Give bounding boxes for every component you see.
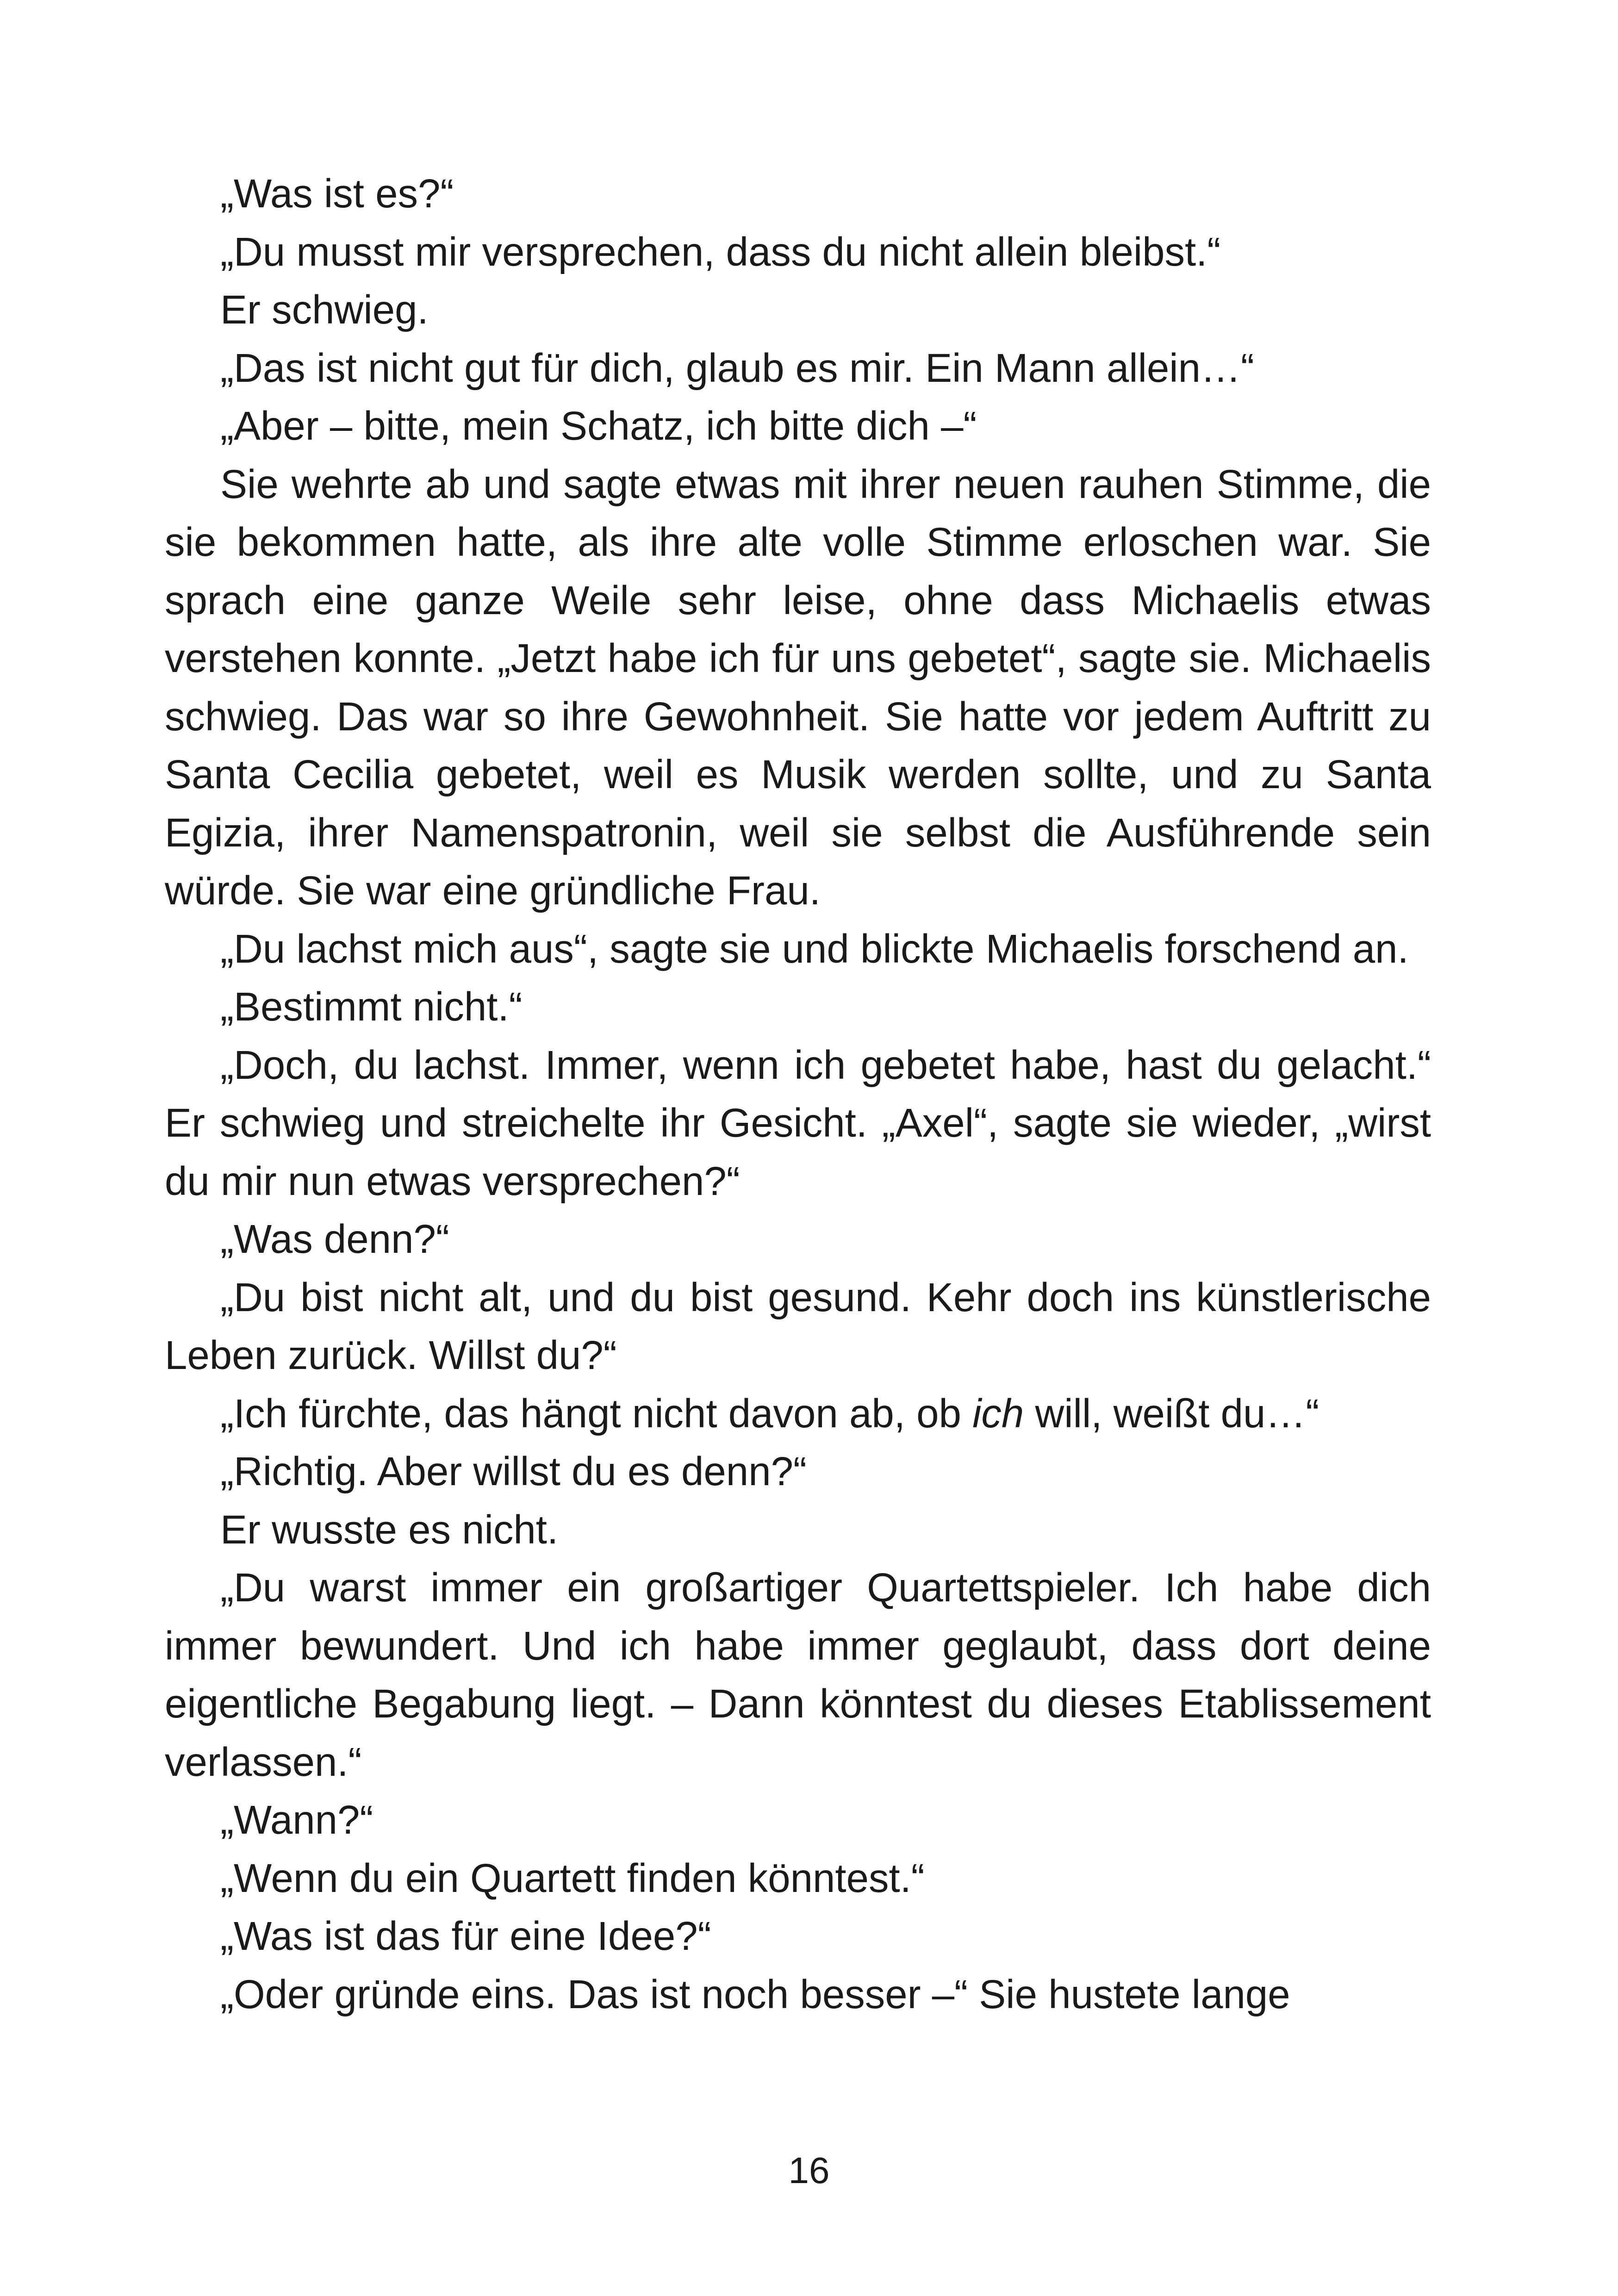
paragraph: „Du warst immer ein großartiger Quartettspieler. Ich habe dich immer bewundert. Und ich habe immer geglaubt, dass dort deine eigentliche Begabung liegt. – Dann könntest du dieses Etablissement verlassen.“ [165,1565,1431,1785]
paragraph: „Was denn?“ [220,1217,449,1262]
paragraph: „Wenn du ein Quartett finden könntest.“ [220,1855,925,1901]
paragraph: „Doch, du lachst. Immer, wenn ich gebetet habe, hast du gelacht.“ Er schwieg und streichelte ihr Gesicht. „Axel“, sagte sie wieder, „wirst du mir nun etwas versprechen?“ [165,1042,1431,1204]
paragraph: Sie wehrte ab und sagte etwas mit ihrer neuen rauhen Stimme, die sie bekommen hatte, als ihre alte volle Stimme erloschen war. Sie sprach eine ganze Weile sehr leise, ohne dass Michaelis etwas verstehen konnte. „Jetzt habe ich für uns gebetet“, sagte sie. Michaelis schwieg. Das war so ihre Gewohnheit. Sie hatte vor jedem Auftritt zu Santa Cecilia gebetet, weil es Musik werden sollte, und zu Santa Egizia, ihrer Namenspatronin, weil sie selbst die Ausführende sein würde. Sie war eine gründliche Frau. [165,461,1431,913]
paragraph: „Du lachst mich aus“, sagte sie und blickte Michaelis forschend an. [220,926,1409,971]
paragraph: Er schwieg. [220,287,429,332]
paragraph: „Das ist nicht gut für dich, glaub es mir. Ein Mann allein…“ [220,345,1254,391]
paragraph-with-emphasis [165,1385,1431,1443]
page-number: 16 [788,2150,830,2191]
paragraph: „Oder gründe eins. Das ist noch besser –“ Sie hustete lange [220,1972,1290,2017]
paragraph: „Wann?“ [220,1798,373,1842]
page-body [165,165,1431,2023]
paragraph: Er wusste es nicht. [220,1507,559,1552]
emphasis-text: ich [972,1391,1024,1436]
paragraph: „Bestimmt nicht.“ [220,984,523,1029]
paragraph: „Du bist nicht alt, und du bist gesund. Kehr doch ins künstlerische Leben zurück. Willst du?“ [165,1275,1431,1378]
paragraph-text-after: will, weißt du…“ [1024,1391,1319,1436]
paragraph: „Aber – bitte, mein Schatz, ich bitte dich –“ [220,404,977,448]
paragraph-text-before: „Ich fürchte, das hängt nicht davon ab, ob [220,1391,973,1436]
paragraph: „Was ist das für eine Idee?“ [220,1914,711,1959]
paragraph: „Richtig. Aber willst du es denn?“ [220,1449,807,1494]
paragraph: „Du musst mir versprechen, dass du nicht allein bleibst.“ [220,229,1221,274]
paragraph: „Was ist es?“ [220,171,454,216]
